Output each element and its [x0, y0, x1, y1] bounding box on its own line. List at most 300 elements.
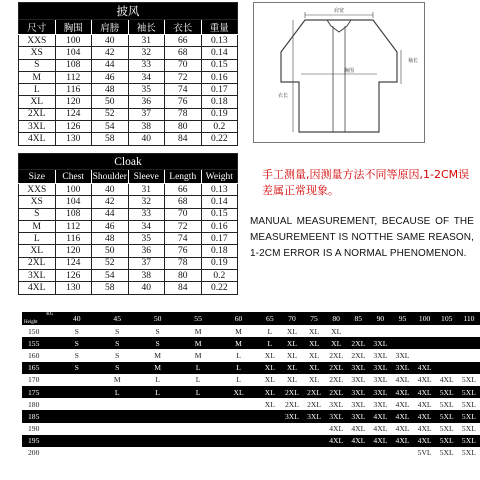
- size-cell: XL: [281, 337, 303, 349]
- table-title: 披风: [19, 3, 238, 20]
- table-cell: 44: [92, 208, 129, 220]
- size-cell: [137, 410, 177, 422]
- table-cell: 54: [92, 270, 129, 282]
- table-row: [19, 245, 238, 257]
- table-row: [19, 257, 238, 269]
- weight-header: 75: [303, 312, 325, 325]
- size-cell: 5XL: [436, 435, 458, 447]
- table-cell: 0.18: [201, 245, 238, 257]
- size-cell: [414, 349, 436, 361]
- table-cell: 40: [128, 282, 165, 294]
- size-cell: M: [137, 349, 177, 361]
- size-cell: [218, 423, 258, 435]
- weight-header-row: [22, 312, 480, 325]
- column-header: 重量: [201, 20, 238, 35]
- size-cell: [97, 435, 137, 447]
- size-cell: 4XL: [391, 423, 413, 435]
- size-cell: 5XL: [458, 447, 480, 459]
- table-cell: S: [19, 59, 56, 71]
- table-cell: 116: [55, 233, 92, 245]
- size-cell: XL: [259, 362, 281, 374]
- size-table-english: [18, 153, 238, 295]
- height-cell: 175: [22, 386, 57, 398]
- size-row: [22, 435, 480, 447]
- table-row: [19, 121, 238, 133]
- table-cell: 78: [165, 108, 202, 120]
- size-cell: S: [97, 325, 137, 337]
- table-cell: 0.19: [201, 257, 238, 269]
- table-cell: 72: [165, 71, 202, 83]
- table-cell: 0.14: [201, 47, 238, 59]
- size-cell: XL: [303, 349, 325, 361]
- size-cell: M: [218, 325, 258, 337]
- size-cell: L: [259, 337, 281, 349]
- table-cell: 68: [165, 196, 202, 208]
- table-cell: 84: [165, 133, 202, 145]
- size-cell: [218, 398, 258, 410]
- size-cell: 5XL: [436, 398, 458, 410]
- size-cell: [436, 362, 458, 374]
- table-cell: 2XL: [19, 108, 56, 120]
- table-row: [19, 96, 238, 108]
- size-cell: XL: [303, 325, 325, 337]
- table-cell: 124: [55, 257, 92, 269]
- size-cell: [57, 447, 97, 459]
- size-cell: [57, 386, 97, 398]
- size-cell: [281, 435, 303, 447]
- size-cell: [218, 410, 258, 422]
- table-row: [19, 233, 238, 245]
- size-cell: 4XL: [414, 362, 436, 374]
- size-cell: 4XL: [325, 423, 347, 435]
- column-header: Length: [165, 170, 202, 184]
- table-cell: 0.19: [201, 108, 238, 120]
- table-cell: 124: [55, 108, 92, 120]
- table-cell: 130: [55, 133, 92, 145]
- size-cell: [325, 447, 347, 459]
- size-cell: [97, 447, 137, 459]
- size-cell: 3XL: [369, 374, 391, 386]
- table-cell: 80: [165, 121, 202, 133]
- size-row: [22, 423, 480, 435]
- size-cell: [137, 423, 177, 435]
- size-cell: [57, 435, 97, 447]
- size-cell: 4XL: [391, 410, 413, 422]
- size-cell: [458, 349, 480, 361]
- size-cell: [347, 447, 369, 459]
- size-cell: [178, 447, 218, 459]
- table-cell: 78: [165, 257, 202, 269]
- table-cell: 33: [128, 59, 165, 71]
- table-cell: 0.17: [201, 84, 238, 96]
- table-cell: 4XL: [19, 282, 56, 294]
- sleeve-label: 袖长: [407, 59, 419, 64]
- table-cell: S: [19, 208, 56, 220]
- table-cell: 70: [165, 208, 202, 220]
- table-row: [19, 196, 238, 208]
- table-cell: M: [19, 71, 56, 83]
- size-cell: M: [218, 337, 258, 349]
- table-cell: 0.22: [201, 282, 238, 294]
- table-cell: 120: [55, 96, 92, 108]
- table-cell: 32: [128, 196, 165, 208]
- table-cell: 36: [128, 245, 165, 257]
- table-row: [19, 282, 238, 294]
- table-cell: 126: [55, 121, 92, 133]
- size-cell: M: [178, 349, 218, 361]
- table-cell: 38: [128, 270, 165, 282]
- size-cell: [436, 349, 458, 361]
- size-cell: 4XL: [414, 423, 436, 435]
- size-cell: XL: [325, 337, 347, 349]
- table-cell: L: [19, 84, 56, 96]
- table-cell: 46: [92, 220, 129, 232]
- size-cell: [414, 325, 436, 337]
- corner-label: [22, 312, 57, 325]
- size-cell: [57, 423, 97, 435]
- table-row: [19, 108, 238, 120]
- table-cell: 36: [128, 96, 165, 108]
- table-cell: 66: [165, 35, 202, 47]
- size-cell: [57, 398, 97, 410]
- size-cell: 3XL: [303, 410, 325, 422]
- table-cell: 0.13: [201, 184, 238, 196]
- table-cell: 70: [165, 59, 202, 71]
- size-cell: [303, 423, 325, 435]
- table-cell: 104: [55, 47, 92, 59]
- table-cell: 108: [55, 208, 92, 220]
- note-text: 手工测量,因测量方法不同等原因,: [262, 168, 423, 181]
- size-row: [22, 386, 480, 398]
- size-cell: L: [218, 362, 258, 374]
- weight-header: 80: [325, 312, 347, 325]
- table-cell: 33: [128, 208, 165, 220]
- size-cell: [391, 337, 413, 349]
- column-header: 袖长: [128, 20, 165, 35]
- size-cell: 4XL: [414, 386, 436, 398]
- size-row: [22, 410, 480, 422]
- size-cell: [458, 362, 480, 374]
- column-header: 衣长: [165, 20, 202, 35]
- size-cell: 2XL: [325, 362, 347, 374]
- size-cell: 4XL: [369, 435, 391, 447]
- size-cell: XL: [259, 386, 281, 398]
- size-cell: [259, 410, 281, 422]
- size-cell: [436, 337, 458, 349]
- height-cell: 150: [22, 325, 57, 337]
- size-row: [22, 337, 480, 349]
- table-cell: 0.17: [201, 233, 238, 245]
- size-cell: [178, 423, 218, 435]
- size-cell: 5XL: [458, 423, 480, 435]
- size-cell: 5XL: [436, 386, 458, 398]
- table-cell: 38: [128, 121, 165, 133]
- size-cell: XL: [281, 374, 303, 386]
- size-cell: S: [57, 337, 97, 349]
- weight-header: 60: [218, 312, 258, 325]
- weight-header: 95: [391, 312, 413, 325]
- size-cell: 3XL: [347, 386, 369, 398]
- size-cell: [303, 447, 325, 459]
- table-cell: XL: [19, 245, 56, 257]
- size-cell: XL: [303, 374, 325, 386]
- size-cell: L: [137, 374, 177, 386]
- table-cell: 80: [165, 270, 202, 282]
- size-cell: 3XL: [369, 386, 391, 398]
- column-header: Size: [19, 170, 56, 184]
- size-cell: 4XL: [436, 374, 458, 386]
- table-row: [19, 220, 238, 232]
- table-title: Cloak: [19, 154, 238, 170]
- size-cell: 4XL: [391, 374, 413, 386]
- table-cell: 54: [92, 121, 129, 133]
- weight-unit-label: KG: [46, 312, 54, 317]
- table-cell: 100: [55, 35, 92, 47]
- size-cell: [369, 447, 391, 459]
- table-cell: 0.16: [201, 71, 238, 83]
- size-cell: 3XL: [347, 362, 369, 374]
- size-cell: [178, 410, 218, 422]
- table-cell: 50: [92, 245, 129, 257]
- column-header: 尺寸: [19, 20, 56, 35]
- size-cell: 2XL: [281, 398, 303, 410]
- size-cell: L: [178, 374, 218, 386]
- table-cell: 4XL: [19, 133, 56, 145]
- table-cell: 66: [165, 184, 202, 196]
- size-cell: S: [137, 337, 177, 349]
- table-cell: 37: [128, 108, 165, 120]
- size-cell: [97, 410, 137, 422]
- size-cell: M: [97, 374, 137, 386]
- size-cell: 4XL: [391, 398, 413, 410]
- table-row: [19, 84, 238, 96]
- size-cell: XL: [325, 325, 347, 337]
- size-cell: L: [137, 386, 177, 398]
- table-cell: 46: [92, 71, 129, 83]
- size-cell: 3XL: [347, 398, 369, 410]
- size-cell: XL: [281, 362, 303, 374]
- size-row: [22, 374, 480, 386]
- column-header: Sleeve: [128, 170, 165, 184]
- table-cell: 2XL: [19, 257, 56, 269]
- table-cell: 84: [165, 282, 202, 294]
- size-cell: 4XL: [414, 410, 436, 422]
- table-cell: 35: [128, 84, 165, 96]
- size-table-chinese: [18, 2, 238, 146]
- size-cell: L: [178, 362, 218, 374]
- height-cell: 180: [22, 398, 57, 410]
- table-row: [19, 47, 238, 59]
- size-cell: 2XL: [325, 374, 347, 386]
- header-row: [19, 20, 238, 35]
- size-row: [22, 447, 480, 459]
- size-cell: 5XL: [458, 374, 480, 386]
- table-cell: 130: [55, 282, 92, 294]
- size-cell: 2XL: [347, 337, 369, 349]
- table-cell: 31: [128, 35, 165, 47]
- size-cell: L: [178, 386, 218, 398]
- table-row: [19, 71, 238, 83]
- size-cell: 3XL: [347, 410, 369, 422]
- table-cell: 3XL: [19, 270, 56, 282]
- size-cell: 2XL: [303, 398, 325, 410]
- table-row: [19, 208, 238, 220]
- size-cell: [97, 398, 137, 410]
- table-cell: XXS: [19, 184, 56, 196]
- weight-header: 45: [97, 312, 137, 325]
- size-cell: M: [178, 337, 218, 349]
- size-cell: 3XL: [347, 374, 369, 386]
- size-cell: 4XL: [414, 435, 436, 447]
- size-cell: 2XL: [281, 386, 303, 398]
- height-cell: 190: [22, 423, 57, 435]
- size-cell: [137, 435, 177, 447]
- table-cell: 0.18: [201, 96, 238, 108]
- size-cell: 5XL: [436, 423, 458, 435]
- table-cell: L: [19, 233, 56, 245]
- size-cell: XL: [281, 349, 303, 361]
- size-cell: 3XL: [369, 362, 391, 374]
- size-row: [22, 349, 480, 361]
- column-header: Shoulder: [92, 171, 127, 182]
- table-cell: 0.15: [201, 59, 238, 71]
- size-cell: 5XL: [458, 410, 480, 422]
- size-cell: 3XL: [369, 349, 391, 361]
- weight-header: 100: [414, 312, 436, 325]
- size-cell: S: [137, 325, 177, 337]
- size-cell: L: [259, 325, 281, 337]
- size-cell: [458, 325, 480, 337]
- size-cell: 5VL: [414, 447, 436, 459]
- size-cell: L: [218, 349, 258, 361]
- table-cell: M: [19, 220, 56, 232]
- table-cell: 108: [55, 59, 92, 71]
- table-cell: 52: [92, 108, 129, 120]
- size-cell: 4XL: [414, 374, 436, 386]
- weight-header: 85: [347, 312, 369, 325]
- size-cell: [414, 337, 436, 349]
- size-cell: [57, 410, 97, 422]
- size-cell: 3XL: [369, 398, 391, 410]
- size-cell: 3XL: [391, 362, 413, 374]
- size-cell: [369, 325, 391, 337]
- weight-header: 70: [281, 312, 303, 325]
- size-cell: 2XL: [347, 349, 369, 361]
- size-cell: [137, 398, 177, 410]
- table-cell: 74: [165, 84, 202, 96]
- table-cell: XS: [19, 196, 56, 208]
- table-row: [19, 133, 238, 145]
- table-cell: 40: [92, 184, 129, 196]
- table-cell: 74: [165, 233, 202, 245]
- size-cell: [218, 447, 258, 459]
- table-cell: 42: [92, 196, 129, 208]
- weight-header: 65: [259, 312, 281, 325]
- size-cell: 2XL: [303, 386, 325, 398]
- column-header: 胸围: [55, 20, 92, 35]
- table-row: [19, 184, 238, 196]
- size-cell: M: [178, 325, 218, 337]
- table-cell: 112: [55, 220, 92, 232]
- table-cell: 40: [128, 133, 165, 145]
- measurement-note-english: MANUAL MEASUREMENT, BECAUSE OF THE MEASUREMEENT IS NOTTHE SAME REASON, 1-2CM ERROR IS A NORMAL PHENOMENON.: [250, 216, 474, 259]
- size-cell: [281, 423, 303, 435]
- size-cell: [281, 447, 303, 459]
- size-cell: [259, 435, 281, 447]
- shoulder-label: 肩宽: [333, 9, 345, 14]
- table-cell: 58: [92, 133, 129, 145]
- length-label: 衣长: [277, 94, 289, 99]
- table-cell: XL: [19, 96, 56, 108]
- weight-header: 90: [369, 312, 391, 325]
- height-cell: 160: [22, 349, 57, 361]
- measurement-note-chinese: [262, 167, 474, 199]
- table-row: [19, 270, 238, 282]
- size-cell: [347, 325, 369, 337]
- height-cell: 170: [22, 374, 57, 386]
- size-cell: 2XL: [325, 386, 347, 398]
- size-row: [22, 362, 480, 374]
- size-cell: S: [57, 325, 97, 337]
- size-cell: S: [97, 337, 137, 349]
- size-cell: XL: [303, 337, 325, 349]
- weight-header: 50: [137, 312, 177, 325]
- height-cell: 155: [22, 337, 57, 349]
- size-cell: L: [218, 374, 258, 386]
- size-cell: 3XL: [325, 410, 347, 422]
- table-cell: 52: [92, 257, 129, 269]
- table-cell: 0.2: [201, 121, 238, 133]
- size-cell: XL: [259, 374, 281, 386]
- table-cell: 40: [92, 35, 129, 47]
- height-unit-label: Height: [24, 320, 38, 325]
- height-cell: 165: [22, 362, 57, 374]
- note-highlight: 1-2CM: [423, 168, 459, 181]
- size-cell: 5XL: [458, 435, 480, 447]
- table-cell: 32: [128, 47, 165, 59]
- weight-header: 105: [436, 312, 458, 325]
- size-cell: XL: [218, 386, 258, 398]
- size-cell: 3XL: [281, 410, 303, 422]
- size-cell: [391, 447, 413, 459]
- table-cell: 0.22: [201, 133, 238, 145]
- size-cell: [436, 325, 458, 337]
- table-cell: 0.13: [201, 35, 238, 47]
- size-cell: XL: [259, 398, 281, 410]
- table-cell: 42: [92, 47, 129, 59]
- size-cell: S: [97, 362, 137, 374]
- size-cell: 4XL: [347, 423, 369, 435]
- size-cell: 3XL: [325, 398, 347, 410]
- height-cell: 185: [22, 410, 57, 422]
- size-cell: [178, 398, 218, 410]
- size-cell: XL: [303, 362, 325, 374]
- table-row: [19, 59, 238, 71]
- size-cell: L: [97, 386, 137, 398]
- size-cell: [259, 447, 281, 459]
- size-cell: 4XL: [325, 435, 347, 447]
- column-header: 肩膀: [92, 20, 129, 35]
- size-cell: [458, 337, 480, 349]
- table-row: [19, 35, 238, 47]
- table-cell: 126: [55, 270, 92, 282]
- weight-header: 110: [458, 312, 480, 325]
- table-cell: 0.2: [201, 270, 238, 282]
- size-cell: XL: [281, 325, 303, 337]
- size-cell: 4XL: [347, 435, 369, 447]
- table-cell: 76: [165, 96, 202, 108]
- table-cell: 37: [128, 257, 165, 269]
